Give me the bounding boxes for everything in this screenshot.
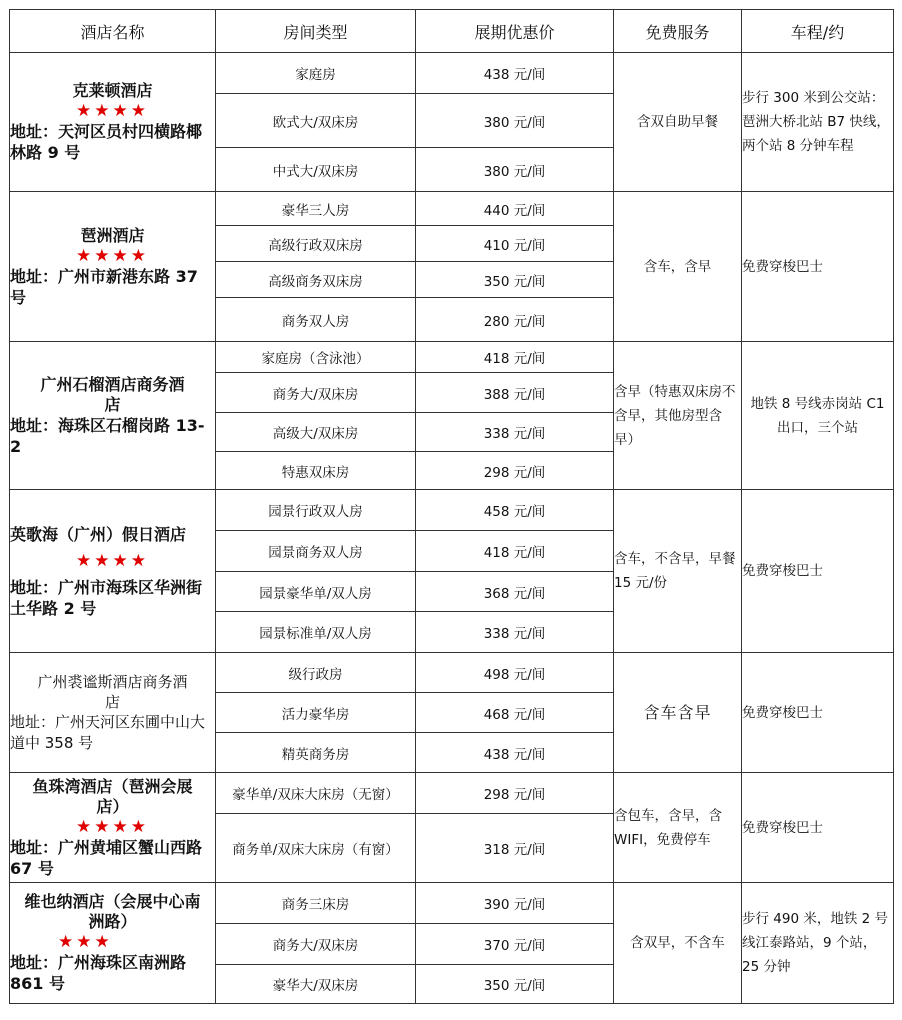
hotel-address: 地址：广州市海珠区华洲街土华路 2 号 [10, 577, 203, 618]
room-type: 商务双人房 [216, 298, 416, 342]
hotel-cell [10, 53, 216, 192]
room-price: 350 元/间 [416, 965, 614, 1004]
room-price: 350 元/间 [416, 262, 614, 298]
hotel-price-table [9, 9, 894, 1004]
room-price: 390 元/间 [416, 883, 614, 924]
room-price: 380 元/间 [416, 94, 614, 148]
room-type: 特惠双床房 [216, 452, 416, 490]
room-price: 298 元/间 [416, 773, 614, 814]
room-type: 园景商务双人房 [216, 531, 416, 572]
hotel-address: 地址：广州天河区东圃中山大道中 358 号 [10, 712, 206, 752]
free-service: 含双早，不含车 [614, 883, 742, 1004]
room-type: 家庭房（含泳池） [216, 342, 416, 373]
room-price: 280 元/间 [416, 298, 614, 342]
hotel-address: 地址：广州海珠区南洲路 861 号 [10, 953, 187, 993]
header-price: 展期优惠价 [416, 10, 614, 53]
room-type: 精英商务房 [216, 733, 416, 773]
star-rating: ★★★★ [76, 550, 149, 571]
travel-info: 步行 300 米到公交站：琶洲大桥北站 B7 快线，两个站 8 分钟车程 [742, 53, 894, 192]
room-price: 468 元/间 [416, 693, 614, 733]
star-rating: ★★★ [58, 932, 113, 952]
hotel-name: 克莱顿酒店 [72, 81, 153, 100]
hotel-cell [10, 342, 216, 490]
hotel-name: 鱼珠湾酒店（琶洲会展店） [32, 776, 193, 816]
travel-info: 免费穿梭巴士 [742, 490, 894, 653]
hotel-name: 广州裘谧斯酒店商务酒店 [37, 672, 188, 711]
header-distance: 车程/约 [742, 10, 894, 53]
room-type: 商务三床房 [216, 883, 416, 924]
hotel-address: 地址：海珠区石榴岗路 13-2 [10, 415, 205, 456]
room-type: 园景豪华单/双人房 [216, 572, 416, 612]
room-type: 家庭房 [216, 53, 416, 94]
star-rating: ★★★★ [76, 245, 149, 266]
room-type: 豪华三人房 [216, 192, 416, 226]
table-row [10, 53, 894, 94]
header-hotel-name: 酒店名称 [10, 10, 216, 53]
hotel-cell [10, 653, 216, 773]
room-price: 438 元/间 [416, 53, 614, 94]
hotel-address: 地址：广州市新港东路 37 号 [10, 266, 198, 307]
table-row [10, 192, 894, 226]
hotel-name: 英歌海（广州）假日酒店 [10, 524, 187, 544]
room-price: 498 元/间 [416, 653, 614, 693]
free-service: 含包车，含早，含 WIFI，免费停车 [614, 773, 742, 883]
table-row [10, 342, 894, 373]
room-price: 440 元/间 [416, 192, 614, 226]
room-price: 370 元/间 [416, 924, 614, 965]
table-row [10, 490, 894, 531]
table-row [10, 653, 894, 693]
room-type: 商务单/双床大床房（有窗） [216, 814, 416, 883]
room-price: 438 元/间 [416, 733, 614, 773]
room-price: 388 元/间 [416, 373, 614, 413]
room-type: 高级行政双床房 [216, 226, 416, 262]
table-row [10, 883, 894, 924]
header-room-type: 房间类型 [216, 10, 416, 53]
room-price: 318 元/间 [416, 814, 614, 883]
hotel-address: 地址：天河区员村四横路椰林路 9 号 [10, 122, 203, 162]
free-service: 含车，不含早，早餐 15 元/份 [614, 490, 742, 653]
hotel-name: 广州石榴酒店商务酒店 [40, 374, 185, 414]
room-type: 高级商务双床房 [216, 262, 416, 298]
header-service: 免费服务 [614, 10, 742, 53]
room-price: 368 元/间 [416, 572, 614, 612]
room-type: 高级大/双床房 [216, 413, 416, 452]
room-type: 商务大/双床房 [216, 373, 416, 413]
free-service: 含车含早 [614, 653, 742, 773]
free-service: 含双自助早餐 [614, 53, 742, 192]
hotel-cell [10, 490, 216, 653]
room-price: 418 元/间 [416, 531, 614, 572]
hotel-cell [10, 773, 216, 883]
travel-info: 地铁 8 号线赤岗站 C1 出口，三个站 [742, 342, 894, 490]
room-type: 园景标准单/双人房 [216, 612, 416, 653]
room-price: 380 元/间 [416, 148, 614, 192]
free-service: 含早（特惠双床房不含早，其他房型含早） [614, 342, 742, 490]
room-type: 欧式大/双床房 [216, 94, 416, 148]
travel-info: 步行 490 米，地铁 2 号线江泰路站，9 个站，25 分钟 [742, 883, 894, 1004]
star-rating: ★★★★ [76, 816, 149, 837]
room-type: 中式大/双床房 [216, 148, 416, 192]
room-price: 338 元/间 [416, 413, 614, 452]
hotel-name: 维也纳酒店（会展中心南洲路） [24, 892, 201, 931]
hotel-cell [10, 883, 216, 1004]
room-type: 豪华大/双床房 [216, 965, 416, 1004]
room-price: 338 元/间 [416, 612, 614, 653]
header-row [10, 10, 894, 53]
room-type: 园景行政双人房 [216, 490, 416, 531]
room-type: 级行政房 [216, 653, 416, 693]
hotel-cell [10, 192, 216, 342]
room-type: 豪华单/双床大床房（无窗） [216, 773, 416, 814]
table-row [10, 773, 894, 814]
room-price: 298 元/间 [416, 452, 614, 490]
room-price: 418 元/间 [416, 342, 614, 373]
star-rating: ★★★★ [76, 101, 149, 121]
room-type: 商务大/双床房 [216, 924, 416, 965]
hotel-address: 地址：广州黄埔区蟹山西路 67 号 [10, 837, 203, 878]
room-price: 410 元/间 [416, 226, 614, 262]
free-service: 含车，含早 [614, 192, 742, 342]
travel-info: 免费穿梭巴士 [742, 192, 894, 342]
room-price: 458 元/间 [416, 490, 614, 531]
travel-info: 免费穿梭巴士 [742, 773, 894, 883]
travel-info: 免费穿梭巴士 [742, 653, 894, 773]
hotel-name: 琶洲酒店 [80, 225, 145, 245]
room-type: 活力豪华房 [216, 693, 416, 733]
